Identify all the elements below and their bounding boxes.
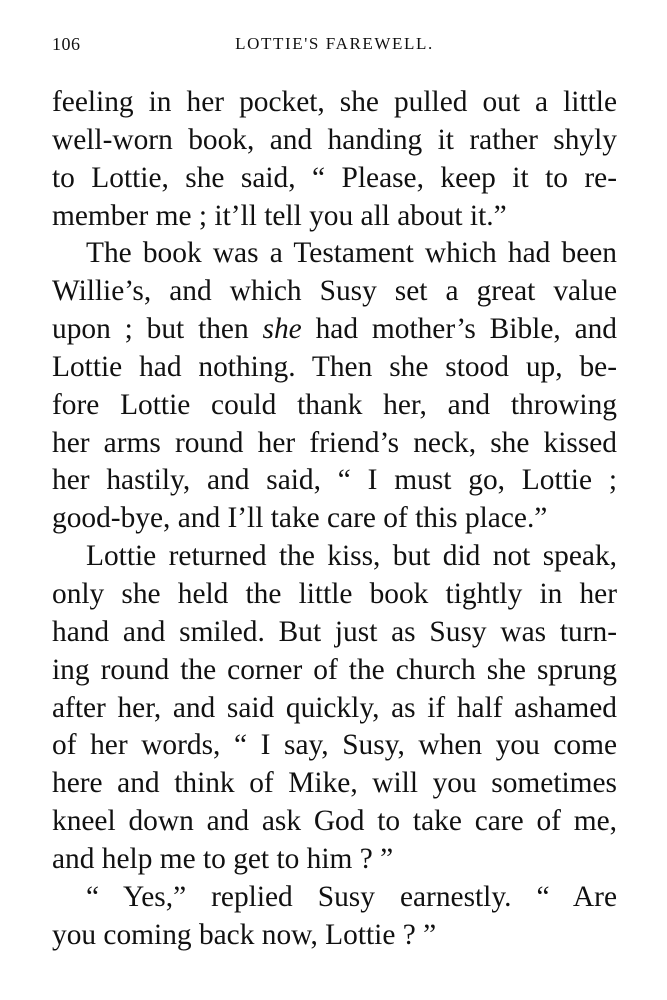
paragraph xyxy=(52,84,617,235)
text-line: kneel down and ask God to take care of me, xyxy=(52,805,617,838)
text-line: “ Yes,” replied Susy earnestly. “ Are xyxy=(86,880,617,913)
page-number: 106 xyxy=(52,34,81,54)
running-title: LOTTIE'S FAREWELL. xyxy=(235,34,434,53)
text-line: Willie’s, and which Susy set a great value xyxy=(52,275,617,308)
paragraph xyxy=(52,235,617,538)
text-line: to Lottie, she said, “ Please, keep it to re- xyxy=(52,161,617,194)
text-line: good-bye, and I’ll take care of this place.” xyxy=(52,502,548,535)
text-line: here and think of Mike, will you sometimes xyxy=(52,767,617,800)
text-line: her hastily, and said, “ I must go, Lottie ; xyxy=(52,464,617,497)
text-line: well-worn book, and handing it rather shyly xyxy=(52,123,617,156)
text-line: Lottie returned the kiss, but did not speak, xyxy=(86,540,617,573)
text-line: member me ; it’ll tell you all about it.” xyxy=(52,199,507,232)
text-line: after her, and said quickly, as if half ashamed xyxy=(52,691,617,724)
text-line: upon ; but then she had mother’s Bible, and xyxy=(52,313,618,346)
body-text xyxy=(52,84,617,954)
paragraph xyxy=(52,538,617,879)
text-line: only she held the little book tightly in her xyxy=(52,577,617,610)
running-head xyxy=(52,34,617,58)
text-line: hand and smiled. But just as Susy was turn- xyxy=(52,615,617,648)
text-line: fore Lottie could thank her, and throwing xyxy=(52,388,617,421)
text-line: feeling in her pocket, she pulled out a little xyxy=(52,86,617,118)
text-line: her arms round her friend’s neck, she kissed xyxy=(52,426,617,459)
text-line: Lottie had nothing. Then she stood up, be- xyxy=(52,350,617,383)
paragraph xyxy=(52,879,617,955)
text-line: of her words, “ I say, Susy, when you come xyxy=(52,729,617,762)
text-line: The book was a Testament which had been xyxy=(86,237,617,270)
text-line: ing round the corner of the church she sprung xyxy=(52,653,617,686)
text-line: and help me to get to him ? ” xyxy=(52,842,394,875)
text-line: you coming back now, Lottie ? ” xyxy=(52,918,437,951)
emphasis: she xyxy=(262,313,302,346)
